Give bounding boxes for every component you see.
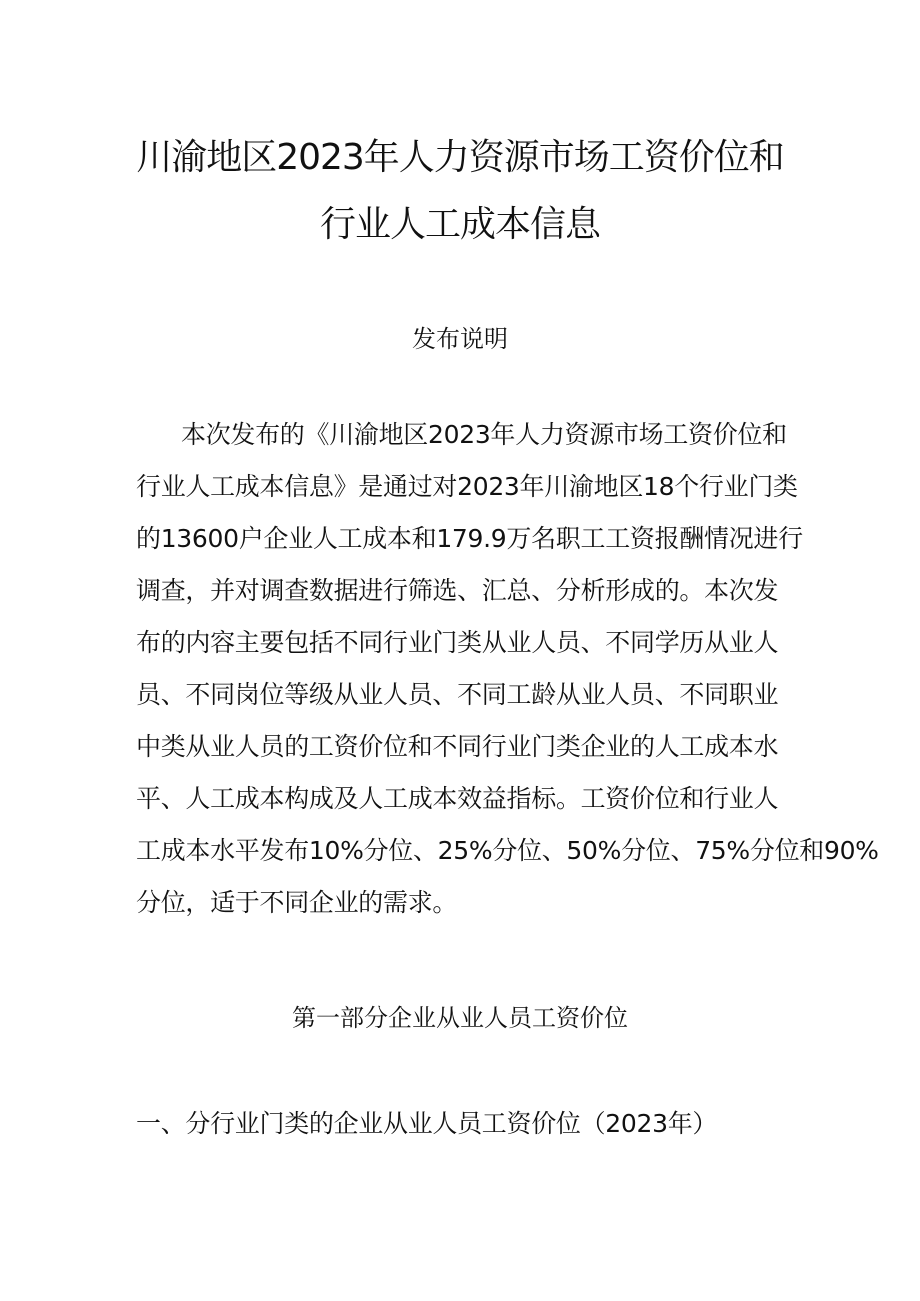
paragraph-line: 员、不同岗位等级从业人员、不同工龄从业人员、不同职业 <box>136 680 779 709</box>
paragraph-line: 布的内容主要包括不同行业门类从业人员、不同学历从业人 <box>136 628 779 657</box>
paragraph-line: 本次发布的《川渝地区2023年人力资源市场工资价位和 <box>181 420 787 449</box>
paragraph-line: 平、人工成本构成及人工成本效益指标。工资价位和行业人 <box>136 784 779 813</box>
release-notes-heading: 发布说明 <box>412 325 508 353</box>
paragraph-line: 调查，并对调查数据进行筛选、汇总、分析形成的。本次发 <box>136 576 779 605</box>
paragraph-line: 的13600户企业人工成本和179.9万名职工工资报酬情况进行 <box>136 524 803 553</box>
paragraph-line: 中类从业人员的工资价位和不同行业门类企业的人工成本水 <box>136 732 779 761</box>
paragraph-line: 分位，适于不同企业的需求。 <box>136 888 458 917</box>
part-one-heading: 第一部分企业从业人员工资价位 <box>292 1004 628 1032</box>
document-title-line-2: 行业人工成本信息 <box>319 204 600 245</box>
paragraph-line: 工成本水平发布10%分位、25%分位、50%分位、75%分位和90% <box>136 836 879 865</box>
document-title-line-1: 川渝地区2023年人力资源市场工资价位和 <box>136 137 784 178</box>
release-notes-paragraph <box>136 409 879 929</box>
paragraph-line: 行业人工成本信息》是通过对2023年川渝地区18个行业门类 <box>136 472 798 501</box>
section-one-heading: 一、分行业门类的企业从业人员工资价位（2023年） <box>136 1109 718 1138</box>
